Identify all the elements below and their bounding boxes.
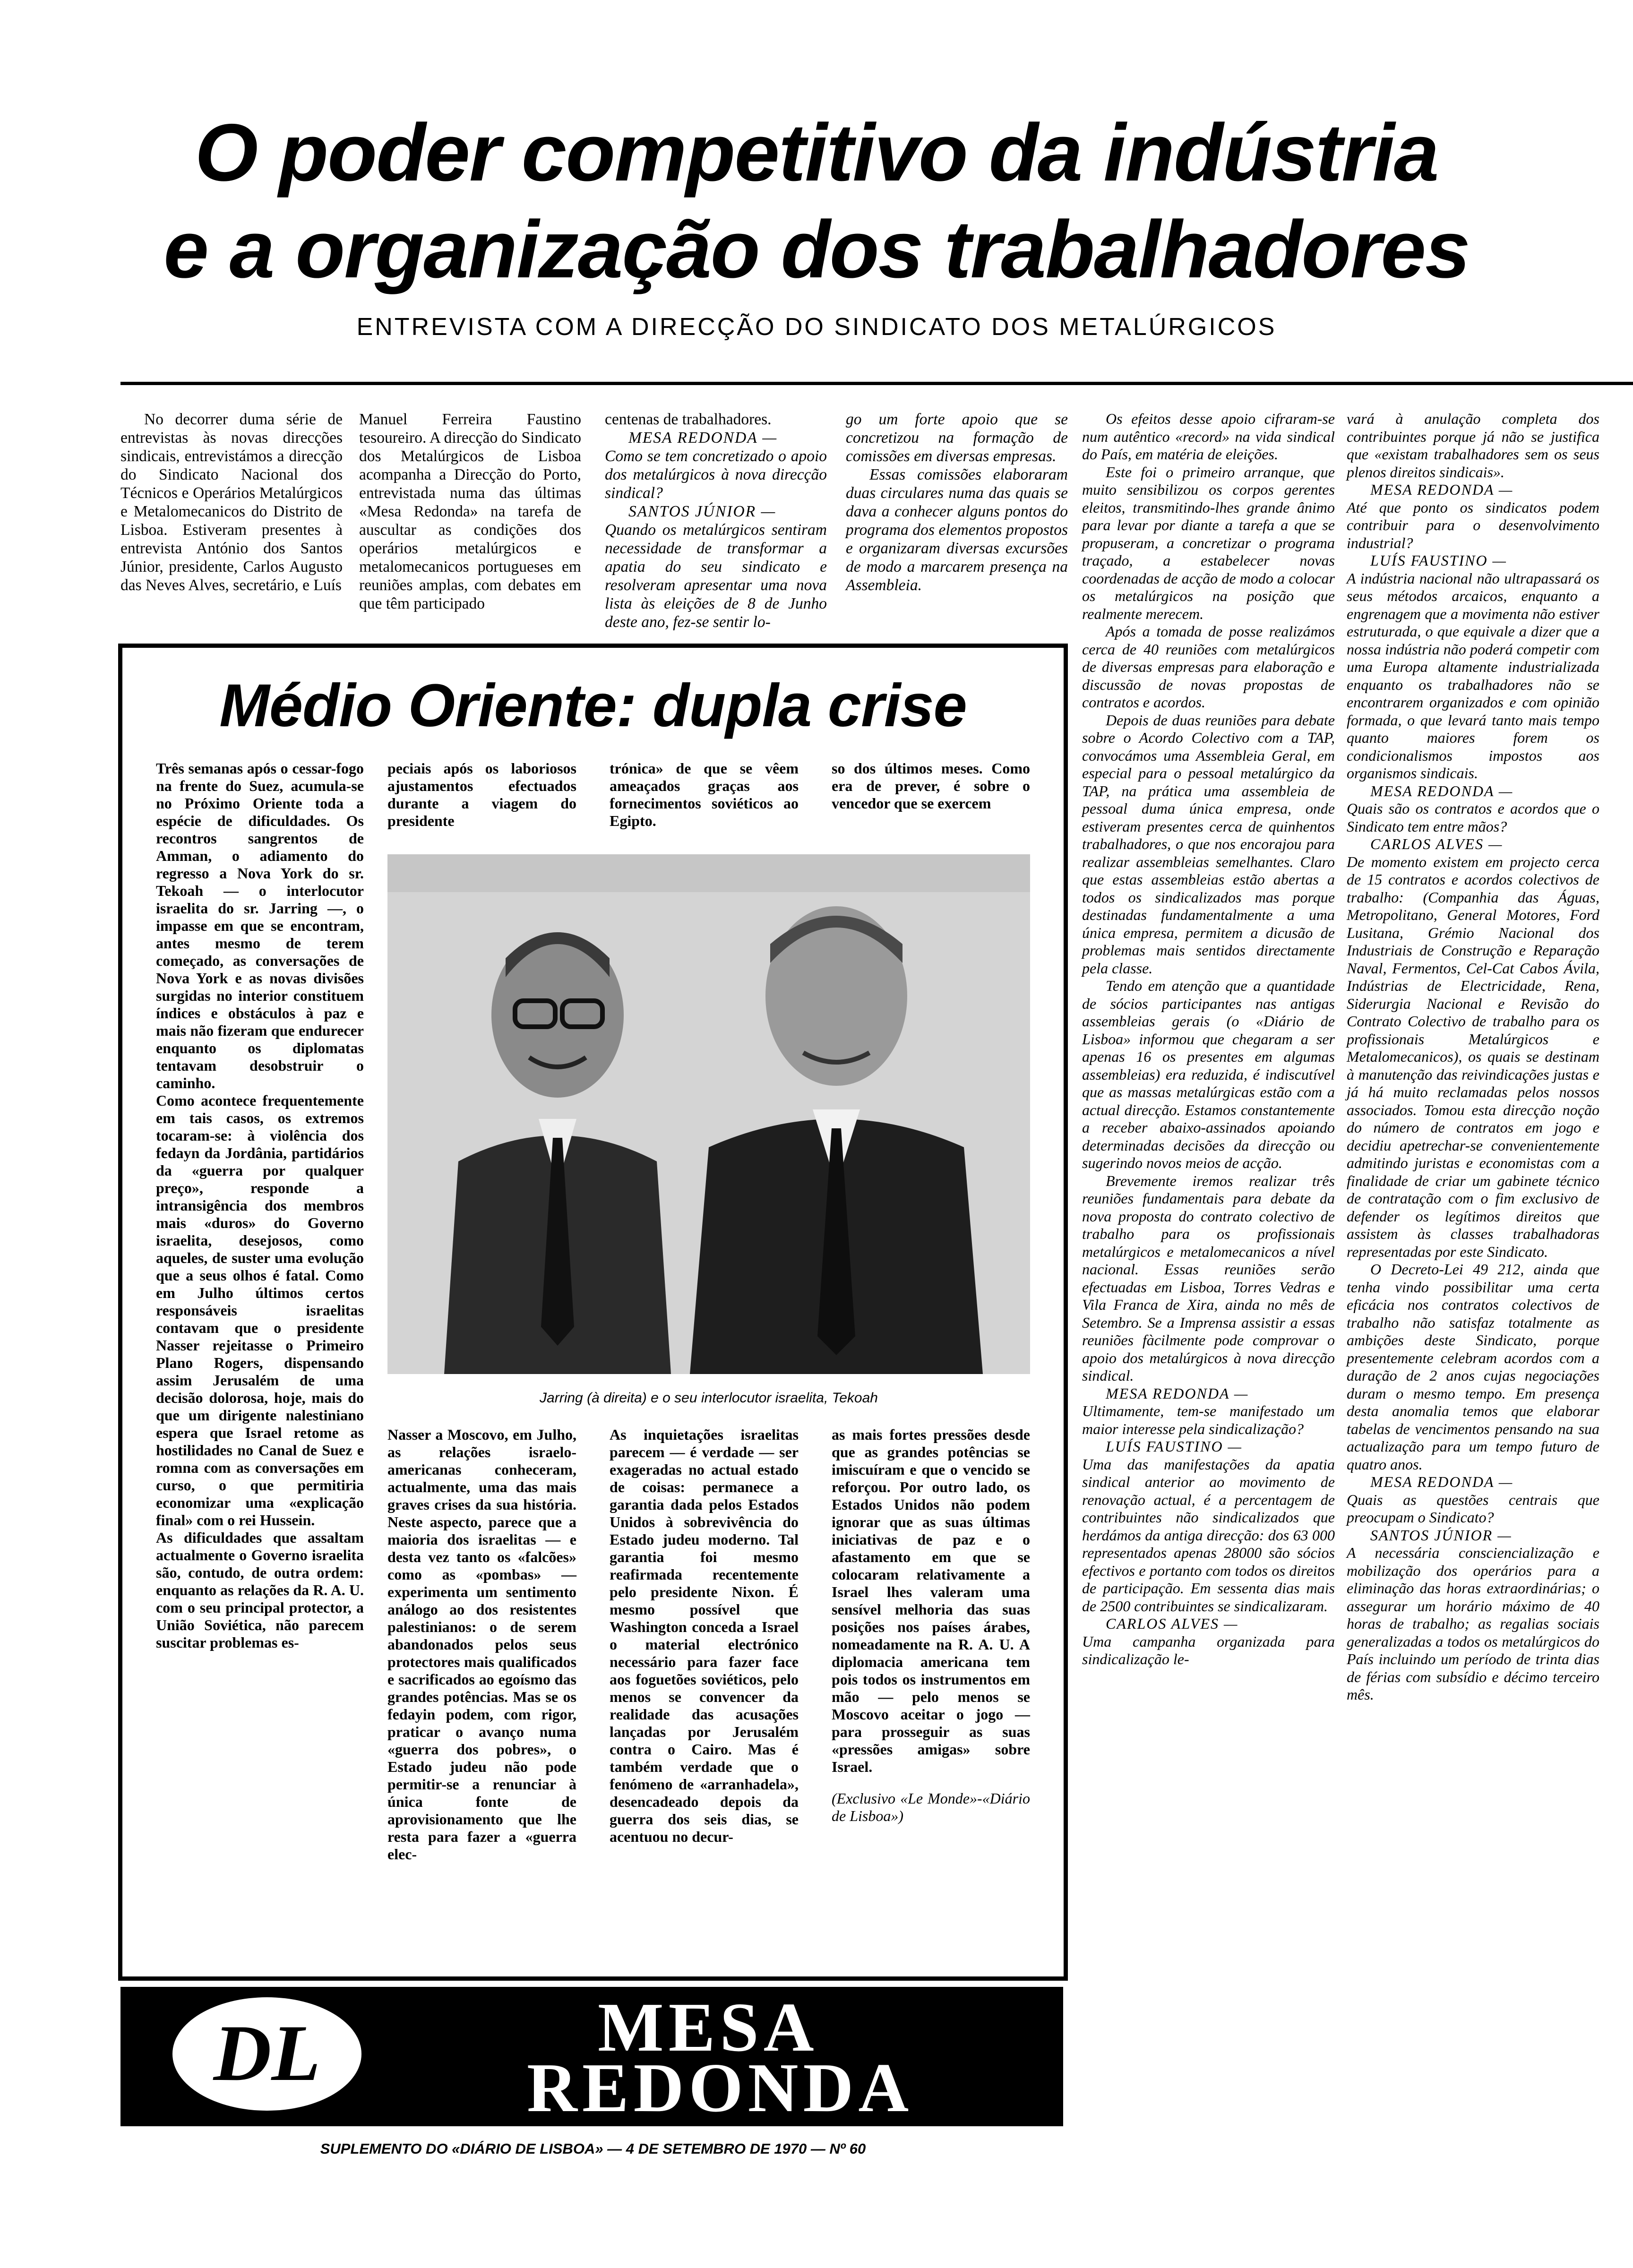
- speaker-label: LUÍS FAUSTINO —: [1106, 1438, 1242, 1455]
- article-text: peciais após os laboriosos ajustamentos efectuados durante a viagem do presidente: [387, 760, 576, 829]
- answer-text: Os efeitos desse apoio cifraram-se num autêntico «record» na vida sindical do País, em matéria de eleições.: [1082, 410, 1335, 463]
- answer-text: Brevemente iremos realizar três reuniões fundamentais para debate da nova proposta do contrato colectivo de trabalho para os profissionais metalúrgicos e metalomecanicos a nível nacional. Essas reuniões serão efectuadas em Lisboa, Torres Vedras e Vila Franca de Xira, ainda no mês de Setembro. Se a Imprensa assistir a essas reuniões fàcilmente pode comprovar o apoio dos metalúrgicos à nova direcção sindical.: [1082, 1172, 1335, 1384]
- interview-intro-1: No decorrer duma série de entrevistas às novas direcções sindicais, entrevistámos a direcção do Sindicato Nacional dos Técnicos e Operários Metalúrgicos e Metalomecanicos do Distrito de Lisboa. Estiveram presentes à entrevista António dos Santos Júnior, presidente, Carlos Augusto das Neves Alves, secretário, e Luís: [120, 411, 343, 594]
- speaker-label: CARLOS ALVES —: [1106, 1615, 1238, 1632]
- box-col-3-bottom: [610, 1426, 799, 1846]
- speaker-label: CARLOS ALVES —: [1370, 835, 1503, 852]
- answer-text: Uma das manifestações da apatia sindical anterior ao movimento de renovação actual, é a percentagem de contribuintes não sindicalizados que herdámos da antiga direcção: dos 63 000 representados apenas 28000 são sócios efectivos e portanto com todos os direitos de participação. Em sessenta dias mais de 2500 contribuintes se sindicalizaram.: [1082, 1455, 1335, 1615]
- box-col-3-top: [610, 760, 799, 830]
- speaker-label: MESA REDONDA —: [1370, 782, 1513, 799]
- speaker-label: LUÍS FAUSTINO —: [1370, 552, 1507, 569]
- question-text: Quais as questões centrais que preocupam o Sindicato?: [1347, 1491, 1599, 1526]
- answer-text: Este foi o primeiro arranque, que muito sensibilizou os corpos gerentes eleitos, transmitindo-lhes grande ânimo para levar por diante a tarefa a que se propuseram, a concretizar o programa traçado, a estabelecer novas coordenadas de acção de modo a colocar os metalúrgicos na posição que realmente merecem.: [1082, 463, 1335, 622]
- interview-col-3: [605, 410, 827, 631]
- answer-text: Após a tomada de posse realizámos cerca de 40 reuniões com metalúrgicos de diversas empresas para elaboração e discussão de novas propostas de contratos e acordos.: [1082, 623, 1335, 711]
- box-col-2-top: [387, 760, 576, 830]
- footer-supplement-line: SUPLEMENTO DO «DIÁRIO DE LISBOA» — 4 DE SETEMBRO DE 1970 — Nº 60: [320, 2140, 866, 2157]
- answer-text: O Decreto-Lei 49 212, ainda que tenha vindo possibilitar uma certa eficácia nos contratos colectivos de trabalho não satisfaz totalmente as ambições deste Sindicato, porque presentemente celebram acordos com a duração de 2 anos cujas negociações duram o mesmo tempo. Em presença desta anomalia temos que elaborar tabelas de vencimentos pensando na sua actualização para um tempo futuro de quatro anos.: [1347, 1261, 1599, 1473]
- interview-col-1: [120, 410, 343, 594]
- question-text: Quais são os contratos e acordos que o Sindicato tem entre mãos?: [1347, 800, 1599, 835]
- dl-logo: [172, 1997, 361, 2111]
- banner-title-line-1: MESA: [598, 1989, 819, 2066]
- article-credit: (Exclusivo «Le Monde»-«Diário de Lisboa»): [832, 1790, 1030, 1824]
- headline-line-2: e a organização dos trabalhadores: [163, 204, 1470, 295]
- article-text: Como acontece frequentemente em tais casos, os extremos tocaram-se: à violência dos fedayn da Jordânia, partidários da «guerra por qualquer preço», responde a intransigência dos membros mais «duros» do Governo israelita, desejosos, como aqueles, de suster uma evolução que a seus olhos é fatal. Como em Julho últimos certos responsáveis israelitas contavam que o presidente Nasser rejeitasse o Primeiro Plano Rogers, dispensando assim Jerusalém de uma decisão dolorosa, hoje, mais do que um dirigente nalestiniano espera que Israel retome as hostilidades no Canal de Suez e romna com as conversações em curso, o que permitiria economizar uma «explicação final» com o rei Hussein.: [156, 1092, 364, 1529]
- answer-text: A indústria nacional não ultrapassará os seus métodos arcaicos, enquanto a engrenagem que a movimenta não estiver estruturada, o que equivale a dizer que a nossa indústria não poderá competir com uma Europa altamente industrializada enquanto os trabalhadores não se encontrarem organizados e com opinião formada, o que levará tanto mais tempo quanto maiores forem os condicionalismos impostos aos organismos sindicais.: [1347, 569, 1599, 782]
- interview-intro-2: Manuel Ferreira Faustino tesoureiro. A direcção do Sindicato dos Metalúrgicos de Lisboa acompanha a Direcção do Porto, entrevistada numa das últimas «Mesa Redonda» na tarefa de auscultar as condições dos operários metalúrgicos e metalomecanicos portugueses em reuniões amplas, com debates em que têm participado: [359, 411, 581, 612]
- interview-text: centenas de trabalhadores.: [605, 411, 772, 428]
- article-text: so dos últimos meses. Como era de prever, é sobre o vencedor que se exercem: [832, 760, 1030, 812]
- answer-text: Tendo em atenção que a quantidade de sócios participantes nas antigas assembleias gerais (o «Diário de Lisboa» informou que chegaram a ser apenas 16 os presentes em algumas assembleias) era reduzida, é indiscutível que as massas metalúrgicas estão com a actual direcção. Estamos constantemente a receber abaixo-assinados apoiando determinadas decisões da direcção ou sugerindo novos meios de acção.: [1082, 977, 1335, 1171]
- box-col-4-top: [832, 760, 1030, 812]
- answer-text: Essas comissões elaboraram duas circulares numa das quais se dava a conhecer alguns pontos do programa dos elementos propostos e organizaram diversas excursões de modo a marcarem presença na Assembleia.: [846, 466, 1068, 594]
- box-title: Médio Oriente: dupla crise: [219, 672, 967, 739]
- speaker-label: SANTOS JÚNIOR —: [628, 503, 776, 520]
- interview-col-2: [359, 410, 581, 613]
- article-text: As dificuldades que assaltam actualmente o Governo israelita são, contudo, de outra ordem: enquanto as relações da R. A. U. com o seu principal protector, a União Soviética, não parecem suscitar problemas es-: [156, 1529, 364, 1651]
- answer-text: A necessária consciencialização e mobilização dos operários para a eliminação das horas extraordinárias; o assegurar um horário máximo de 40 horas de trabalho; as regalias sociais generalizadas a todos os metalúrgicos do País incluindo um período de trinta dias de férias com subsídio e décimo terceiro mês.: [1347, 1544, 1599, 1703]
- photo-image: [387, 854, 1030, 1374]
- answer-text: Quando os metalúrgicos sentiram necessidade de transformar a apatia do seu sindicato e resolveram apresentar uma nova lista às eleições de 8 de Junho deste ano, fez-se sentir lo-: [605, 521, 827, 631]
- answer-text: vará à anulação completa dos contribuintes porque já não se justifica que «existam trabalhadores sem os seus plenos direitos sindicais».: [1347, 410, 1599, 481]
- interview-col-4: [846, 410, 1068, 594]
- headline-line-1: O poder competitivo da indústria: [195, 107, 1438, 198]
- article-text: As inquietações israelitas parecem — é verdade — ser exageradas no actual estado de coisas: permanece a garantia dada pelos Estados Unidos à sobrevivência do Estado judeu moderno. Tal garantia foi mesmo reafirmada recentemente pelo presidente Nixon. É mesmo possível que Washington conceda a Israel o material electrónico necessário para fazer face aos foguetões soviéticos, pelo menos se convencer da realidade das acusações lançadas por Jerusalém contra o Cairo. Mas é também verdade que o fenómeno de «arranhadela», desencadeado depois da guerra dos seis dias, se acentuou no decur-: [610, 1426, 799, 1845]
- speaker-label: MESA REDONDA —: [1370, 1473, 1513, 1490]
- answer-text: go um forte apoio que se concretizou na formação de comissões em diversas empresas.: [846, 411, 1068, 465]
- subtitle: ENTREVISTA COM A DIRECÇÃO DO SINDICATO DOS METALÚRGICOS: [356, 313, 1277, 341]
- speaker-label: MESA REDONDA —: [628, 429, 778, 447]
- photo-caption: Jarring (à direita) e o seu interlocutor israelita, Tekoah: [540, 1390, 878, 1406]
- answer-text: Depois de duas reuniões para debate sobre o Acordo Colectivo com a TAP, convocámos uma Assembleia Geral, em especial para o pessoal metalúrgico da TAP, na prática uma assembleia de pessoal duma única empresa, onde estiveram presentes cerca de quinhentos trabalhadores, o que nos encorajou para realizar assembleias semelhantes. Claro que estas assembleias estão abertas a todos os sindicalizados mas porque destinadas fundamentalmente a uma única empresa, permitem a dicusão de problemas mais sentidos directamente pela classe.: [1082, 711, 1335, 977]
- speaker-label: MESA REDONDA —: [1106, 1384, 1249, 1402]
- speaker-label: SANTOS JÚNIOR —: [1370, 1526, 1512, 1544]
- mesa-redonda-banner: [120, 1987, 1063, 2126]
- banner-title-line-2: REDONDA: [527, 2049, 914, 2127]
- interview-col-6: [1347, 410, 1599, 1704]
- article-text: Nasser a Moscovo, em Julho, as relações israelo-americanas conheceram, actualmente, uma das mais graves crises da sua história. Neste aspecto, parece que a maioria dos israelitas — e desta vez tanto os «falcões» como as «pombas» — experimenta um sentimento análogo ao dos resistentes palestinianos: o de serem abandonados pelos seus protectores mais qualificados e sacrificados ao egoísmo das grandes potências. Mas se os fedayin podem, com rigor, praticar o avanço numa «guerra dos pobres», o Estado judeu não pode permitir-se a renunciar à única fonte de aprovisionamento que lhe resta para fazer a «guerra elec-: [387, 1426, 576, 1863]
- dl-logo-text: DL: [213, 2009, 321, 2097]
- photo-jarring-tekoah: [387, 854, 1030, 1374]
- article-text: as mais fortes pressões desde que as grandes potências se imiscuíram e que o vencido se reforçou. Por outro lado, os Estados Unidos não podem ignorar que as suas últimas iniciativas de paz e o afastamento em que se colocaram relativamente a Israel lhes valeram uma sensível melhoria das suas posições nos países árabes, nomeadamente na R. A. U. A diplomacia americana tem pois todos os instrumentos em mão — pelo menos se Moscovo aceitar o jogo — para prosseguir as suas «pressões amigas» sobre Israel.: [832, 1426, 1030, 1775]
- box-col-2-bottom: [387, 1426, 576, 1863]
- question-text: Como se tem concretizado o apoio dos metalúrgicos à nova direcção sindical?: [605, 447, 827, 502]
- top-rule: [120, 382, 1633, 385]
- article-text: trónica» de que se vêem ameaçados graças aos fornecimentos soviéticos ao Egipto.: [610, 760, 799, 829]
- answer-text: Uma campanha organizada para sindicalização le-: [1082, 1632, 1335, 1667]
- box-col-4-bottom: [832, 1426, 1030, 1825]
- question-text: Até que ponto os sindicatos podem contribuir para o desenvolvimento industrial?: [1347, 498, 1599, 551]
- speaker-label: MESA REDONDA —: [1370, 481, 1513, 498]
- answer-text: De momento existem em projecto cerca de 15 contratos e acordos colectivos de trabalho: (Companhia das Águas, Metropolitano, General Motores, Ford Lusitana, Grémio Nacional dos Industriais de Construção e Reparação Naval, Fermentos, Cel-Cat Cabos Ávila, Indústrias de Electricidade, Rena, Siderurgia Nacional e Revisão do Contrato Colectivo de trabalho para os profissionais Metalúrgicos e Metalomecanicos), os quais se destinam à manutenção das reivindicações justas e já há muito reclamadas pelos nossos associados. Tomou esta direcção noção do número de contratos em jogo e decidiu apetrechar-se convenientemente admitindo juristas e economistas com a finalidade de criar um gabinete técnico de contratação com o fim exclusivo de defender os legítimos direitos que assistem às classes trabalhadoras representadas por este Sindicato.: [1347, 853, 1599, 1260]
- question-text: Ultimamente, tem-se manifestado um maior interesse pela sindicalização?: [1082, 1402, 1335, 1437]
- interview-col-5: [1082, 410, 1335, 1668]
- article-text: Três semanas após o cessar-fogo na frente do Suez, acumula-se no Próximo Oriente toda a espécie de dificuldades. Os recontros sangrentos de Amman, o adiamento do regresso a Nova York do sr. Tekoah — o interlocutor israelita do sr. Jarring —, o impasse em que se encontram, antes mesmo de terem começado, as conversações de Nova York e as novas divisões surgidas no interior constituem índices e obstáculos à paz e mais não fizeram que endurecer enquanto os diplomatas tentavam desobstruir o caminho.: [156, 760, 364, 1091]
- box-col-1: [156, 760, 364, 1960]
